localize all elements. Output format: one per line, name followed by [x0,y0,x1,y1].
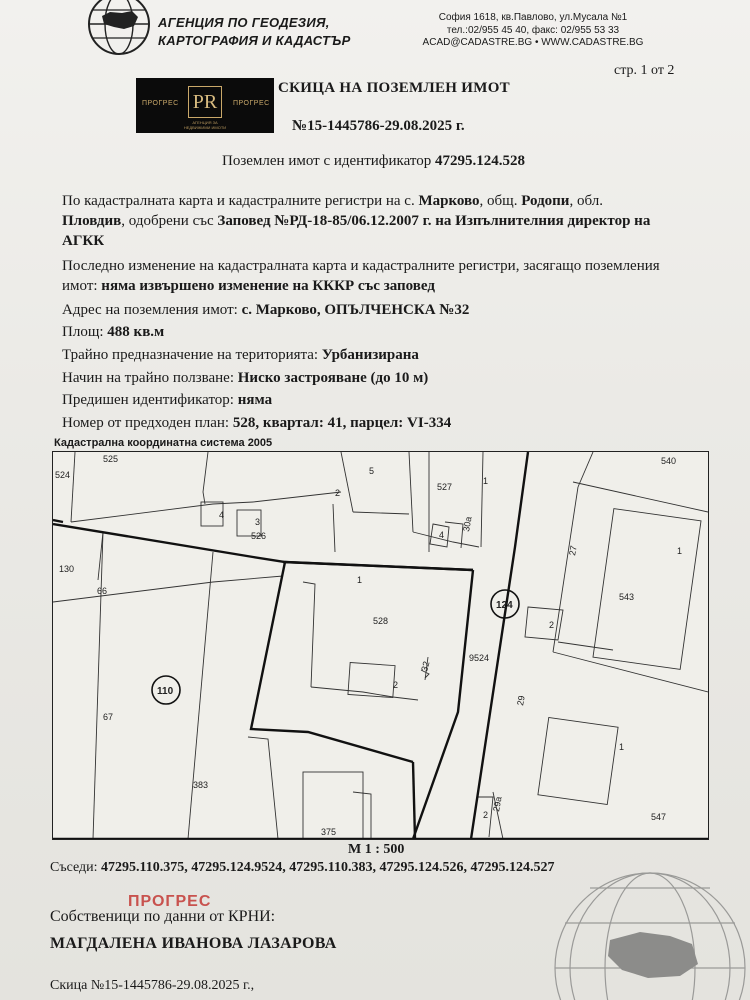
parcel-label-1a: 1 [483,476,489,486]
footer-reference: Скица №15-1445786-29.08.2025 г., [50,978,255,993]
progress-logo-mark: PR [188,86,222,118]
parcel-label-540: 540 [661,456,677,466]
text-run: Урбанизирана [321,347,419,363]
parcel-label-9524: 9524 [469,653,490,663]
parcel-label-4b: 4 [439,530,445,540]
owners-label: Собственици по данни от КРНИ: [50,908,276,925]
parcel-label-67: 67 [103,712,114,722]
text-run: Трайно предназначение на територията: [62,347,322,363]
contact-phone: тел.:02/955 45 40, факс: 02/955 53 33 [446,24,620,36]
previous-plan-row [62,413,451,433]
parcel-label-2a: 2 [335,488,341,498]
progress-logo-left: ПРОГРЕС [142,100,179,107]
owner-name: МАГДАЛЕНА ИВАНОВА ЛАЗАРОВА [50,935,337,952]
block-label-110: 110 [157,686,174,697]
text-run: Номер от предходен план: [62,415,233,431]
text-run: , общ. [479,193,522,209]
usage-row [62,368,428,388]
parcel-label-375: 375 [321,827,337,837]
parcel-label-1b: 1 [677,546,683,556]
text-run: Заповед №РД-18-85/06.12.2007 г. на Изпълнителния директор на [217,213,651,229]
text-run: АГКК [62,233,105,249]
cadastre-text-1 [62,191,603,211]
parcel-label-29a: 29а [491,795,504,813]
progress-logo-right: ПРОГРЕС [233,100,270,107]
parcel-label-66: 66 [97,586,108,596]
text-run: няма [237,392,273,408]
parcel-label-527: 527 [437,482,453,492]
parcel-label-2c: 2 [393,680,399,690]
text-run: , обл. [569,193,603,209]
progress-logo-subtitle: АГЕНЦИЯ ЗА НЕДВИЖИМИ ИМОТИ [183,120,227,130]
text-run: 528, квартал: 41, парцел: VI-334 [232,415,452,431]
parcel-label-1c: 1 [357,575,363,585]
text-run: Предишен идентификатор: [62,392,238,408]
parcel-label-27: 27 [567,544,579,557]
parcel-label-528: 528 [373,616,389,626]
previous-id-row [62,390,272,410]
address-row [62,300,469,320]
parcel-label-1d: 1 [619,742,625,752]
text-run: 488 кв.м [107,324,165,340]
progress-stamp: ПРОГРЕС [128,893,212,910]
contact-address: София 1618, кв.Павлово, ул.Мусала №1 [438,12,628,23]
parcel-label-5: 5 [369,466,375,476]
text-run: Марково [418,193,480,209]
parcel-label-29: 29 [515,694,527,707]
parcel-label-524: 524 [55,470,71,480]
cadastre-text-3 [62,231,104,251]
neighbors-row [50,860,554,876]
parcel-label-32: 32 [419,660,432,673]
contact-web: ACAD@CADASTRE.BG • WWW.CADASTRE.BG [422,37,644,48]
text-run: Начин на трайно ползване: [62,370,238,386]
property-identifier-line [222,153,525,170]
page-number: стр. 1 от 2 [614,63,675,78]
property-identifier: 47295.124.528 [434,153,525,169]
parcel-label-130: 130 [59,564,75,574]
document-title: СКИЦА НА ПОЗЕМЛЕН ИМОТ [278,80,510,96]
agency-name [158,14,351,50]
text-run: Родопи [521,193,570,209]
text-run: Последно изменение на кадастралната карта и кадастралните регистри, засягащо поземления [62,258,660,274]
cadastral-map [52,451,709,840]
parcel-label-2b: 2 [549,620,555,630]
parcel-label-526: 526 [251,531,267,541]
text-run: Площ: [62,324,108,340]
agency-name-line2: КАРТОГРАФИЯ И КАДАСТЪР [158,33,351,48]
text-run: Адрес на поземления имот: [62,302,242,318]
progress-logo [136,78,274,133]
neighbors-label: Съседи: [50,860,98,875]
last-change-text [62,256,660,276]
last-change-value [62,276,435,296]
text-run: По кадастралната карта и кадастралните регистри на с. [62,193,419,209]
agency-globe-logo [86,0,152,58]
purpose-row [62,345,419,365]
text-run: Ниско застрояване (до 10 м) [237,370,429,386]
area-row [62,322,164,342]
agency-name-line1: АГЕНЦИЯ ПО ГЕОДЕЗИЯ, [158,15,330,30]
text-run: с. Марково, ОПЪЛЧЕНСКА №32 [241,302,470,318]
identifier-prefix: Поземлен имот с идентификатор [222,153,432,169]
agency-contact [418,12,648,50]
text-run: Пловдив [62,213,122,229]
parcel-label-547: 547 [651,812,667,822]
neighbors-list: 47295.110.375, 47295.124.9524, 47295.110.383, 47295.124.526, 47295.124.527 [101,860,555,875]
parcel-label-543: 543 [619,592,635,602]
cadastre-text-2 [62,211,650,231]
map-scale: М 1 : 500 [348,842,405,857]
parcel-label-525: 525 [103,454,119,464]
parcel-label-30a: 30а [461,515,474,533]
parcel-label-3: 3 [255,517,261,527]
parcel-label-383: 383 [193,780,209,790]
cadastral-map-drawing [53,452,708,839]
block-label-124: 124 [496,600,513,611]
parcel-label-2d: 2 [483,810,489,820]
coordinate-system-label: Кадастрална координатна система 2005 [54,437,273,449]
text-run: няма извършено изменение на КККР със заповед [101,278,435,294]
text-run: , одобрени със [121,213,218,229]
cadastre-globe-watermark [530,848,750,1000]
text-run: имот: [62,278,102,294]
document-number: №15-1445786-29.08.2025 г. [292,118,465,134]
parcel-label-4a: 4 [219,510,225,520]
